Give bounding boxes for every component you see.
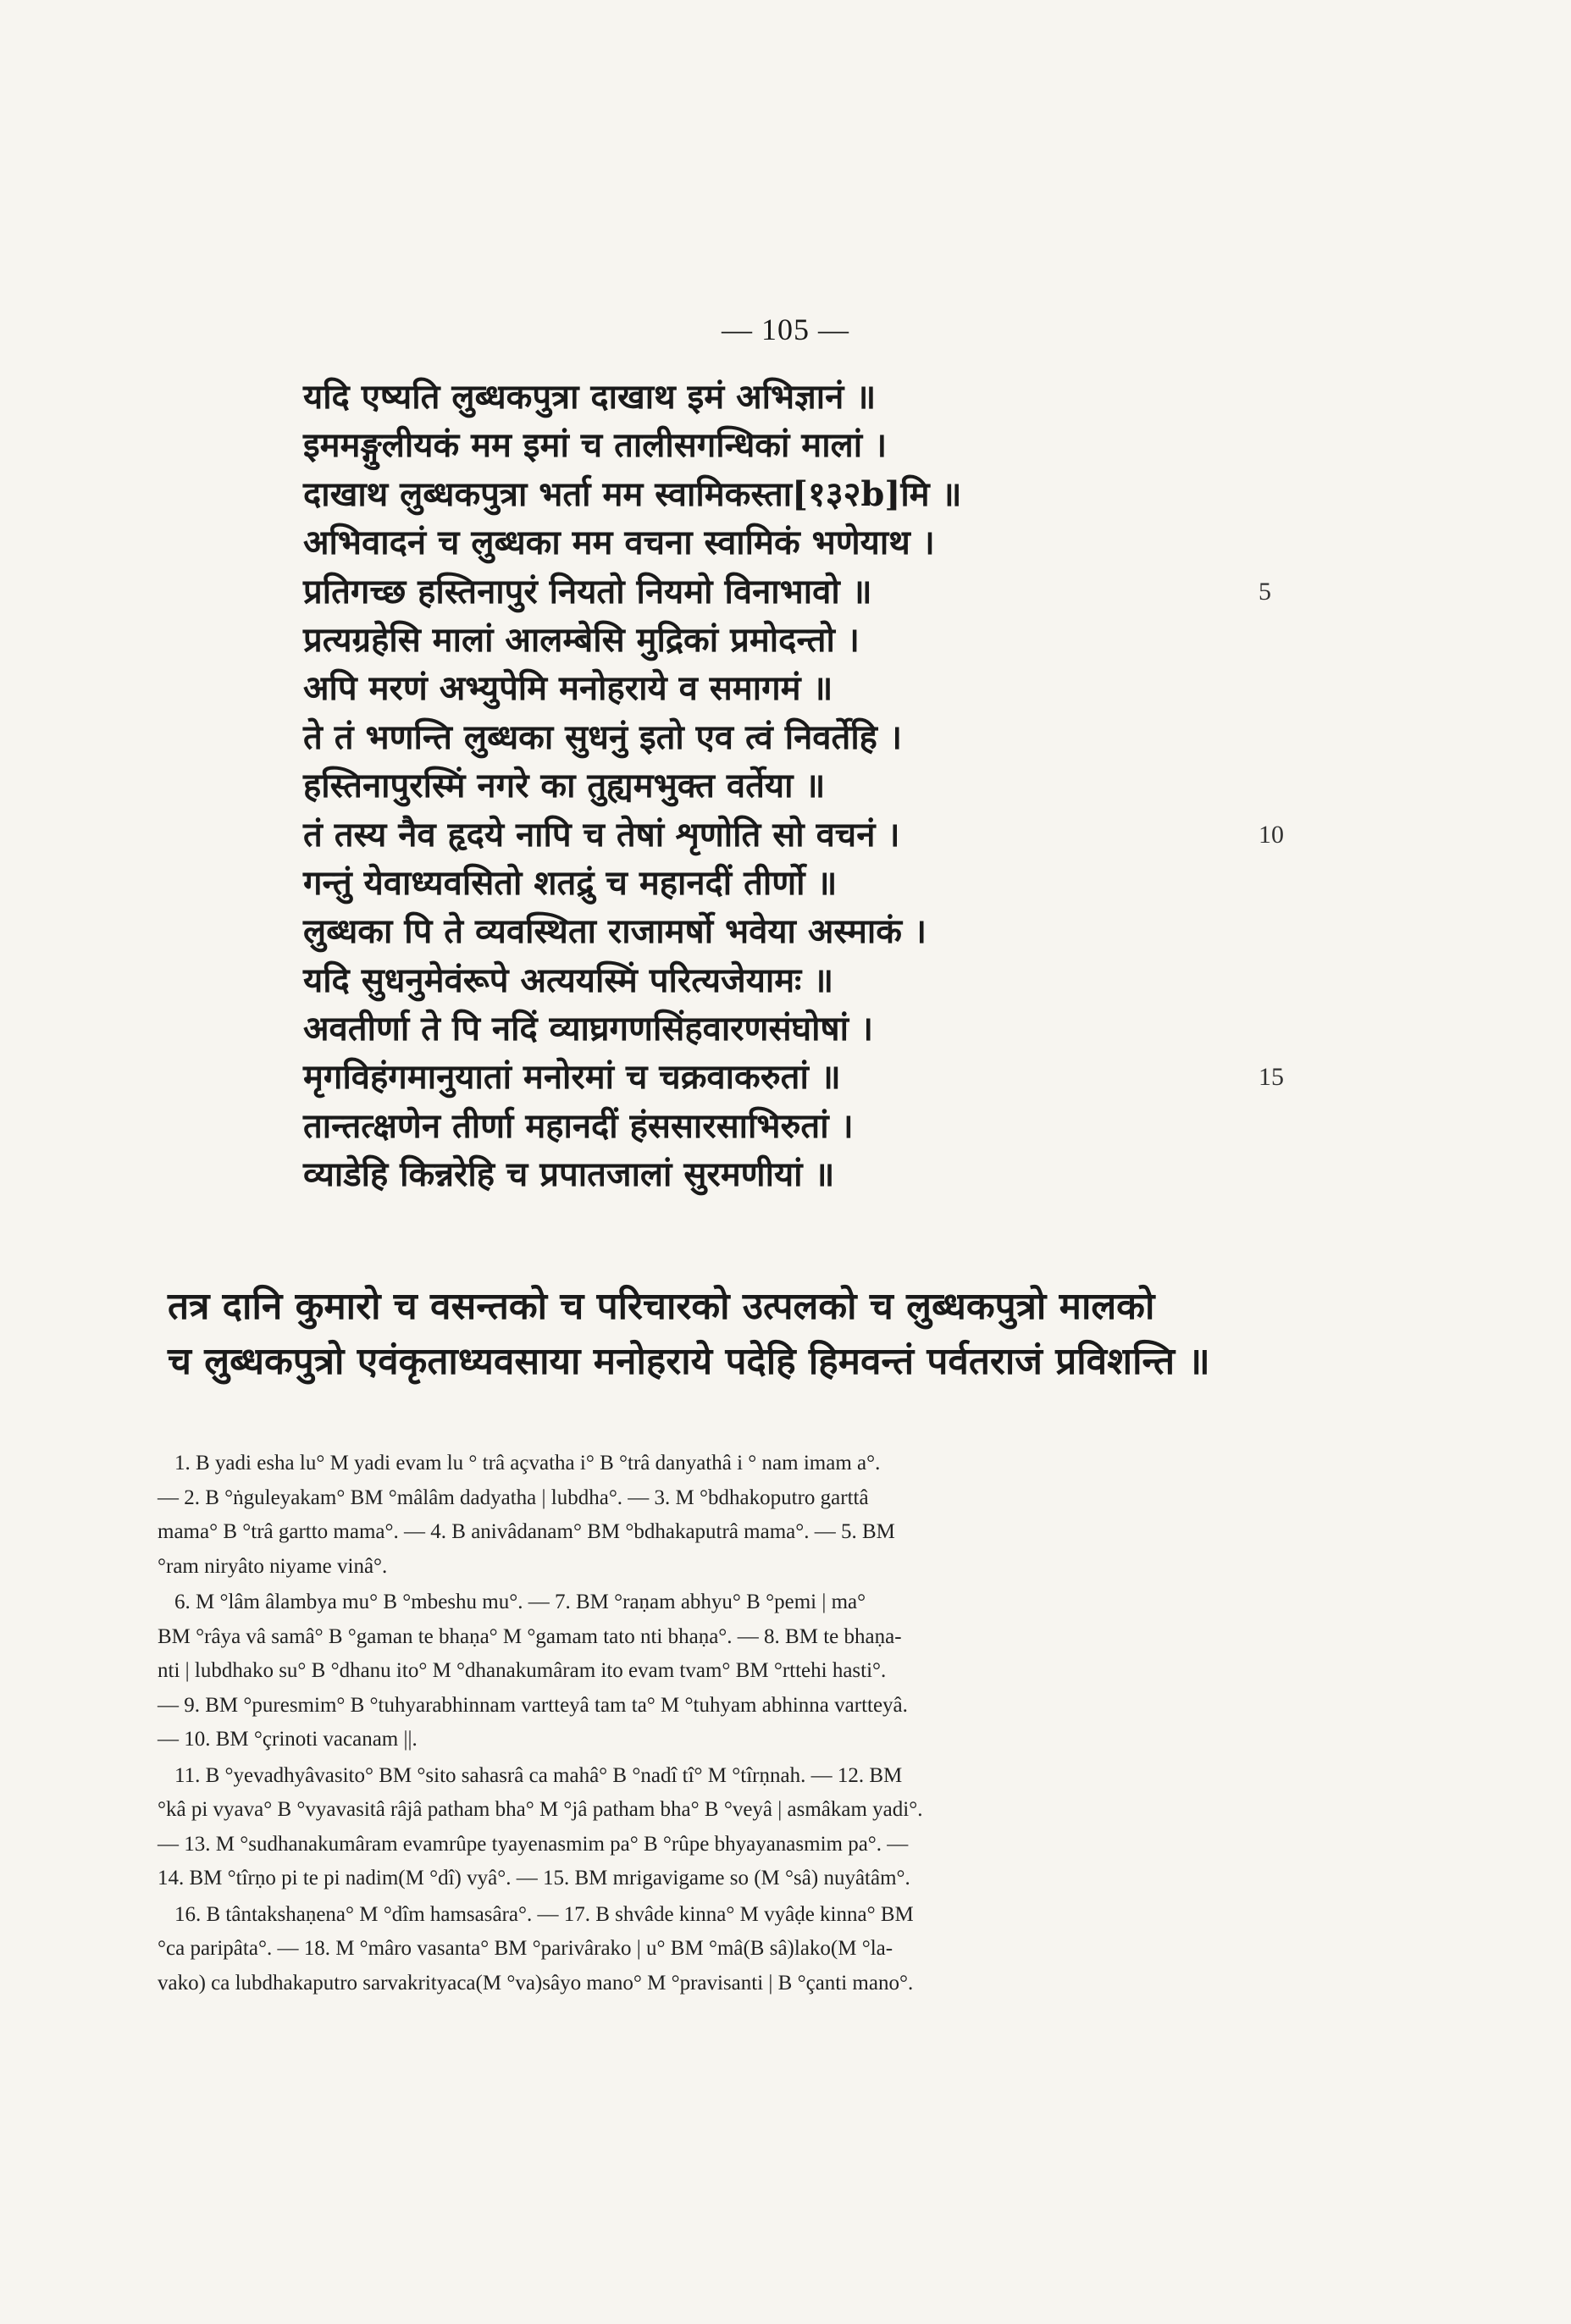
verse-text: अवतीर्णा ते पि नदिं व्याघ्रगणसिंहवारणसंघोषां ।: [303, 1009, 874, 1049]
verse-text: गन्तुं येवाध्यवसितो शतद्रुं च महानदीं तीर्णो ॥: [303, 862, 838, 903]
verse-text: यदि सुधनुमेवंरूपे अत्ययस्मिं परित्यजेयामः ॥: [303, 960, 834, 1000]
prose-paragraph: [168, 1279, 1260, 1389]
footnote-line: °kâ pi vyava° B °vyavasitâ râjâ patham bha° M °jâ patham bha° B °veyâ | asmâkam yadi°.: [158, 1798, 923, 1821]
verse-line: [303, 761, 1201, 810]
verse-line: [303, 1102, 1201, 1150]
verse-line: [303, 811, 1284, 859]
footnote-line: BM °râya vâ samâ° B °gaman te bhaṇa° M °gamam tato nti bhaṇa°. — 8. BM te bhaṇa-: [158, 1624, 902, 1648]
footnote-line: — 10. BM °çrinoti vacanam ||.: [158, 1728, 418, 1751]
verse-text: व्याडेहि किन्नरेहि च प्रपातजालां सुरमणीयां ॥: [303, 1154, 835, 1195]
line-number: 10: [1258, 820, 1284, 849]
verse-text: अपि मरणं अभ्युपेमि मनोहराये व समागमं ॥: [303, 668, 833, 709]
footnote-line: — 9. BM °puresmim° B °tuhyarabhinnam vartteyâ tam ta° M °tuhyam abhinna vartteyâ.: [158, 1693, 908, 1717]
page-number: — 105 —: [722, 313, 849, 346]
verse-text: दाखाथ लुब्धकपुत्रा भर्ता मम स्वामिकस्ता[१३२b]मि ॥: [303, 473, 962, 514]
verse-line: [303, 907, 1201, 955]
verse-text: तं तस्य नैव हृदये नापि च तेषां शृणोति सो वचनं ।: [303, 814, 900, 855]
verse-line: [303, 1053, 1284, 1101]
verse-line: [303, 664, 1201, 712]
verse-text: अभिवादनं च लुब्धका मम वचना स्वामिकं भणेयाथ ।: [303, 523, 935, 563]
verse-line: [303, 470, 1201, 518]
verse-text: इममङ्गुलीयकं मम इमां च तालीसगन्धिकां मालां ।: [303, 425, 888, 466]
verse-block: [303, 373, 1284, 1199]
footnote-line: °ram niryâto niyame vinâ°.: [158, 1554, 388, 1578]
verse-text: प्रतिगच्छ हस्तिनापुरं नियतो नियमो विनाभावो ॥: [303, 571, 872, 611]
footnote-line: 16. B tântakshaṇena° M °dîm hamsasâra°. — 17. B shvâde kinna° M vyâḍe kinna° BM: [174, 1902, 914, 1926]
footnote-line: vako) ca lubdhakaputro sarvakrityaca(M °va)sâyo mano° M °pravisanti | B °çanti mano°.: [158, 1971, 914, 1995]
verse-line: [303, 859, 1201, 907]
verse-text: हस्तिनापुरस्मिं नगरे का तुह्यमभुक्त वर्तेया ॥: [303, 766, 826, 806]
verse-text: प्रत्यग्रहेसि मालां आलम्बेसि मुद्रिकां प्रमोदन्तो ।: [303, 619, 860, 660]
footnote-paragraph: [158, 1447, 1255, 1584]
verse-line: [303, 1150, 1201, 1198]
footnote-line: — 2. B °ṅguleyakam° BM °mâlâm dadyatha | lubdha°. — 3. M °bdhakoputro garttâ: [158, 1486, 869, 1509]
verse-text: यदि एष्यति लुब्धकपुत्रा दाखाथ इमं अभिज्ञानं ॥: [303, 377, 877, 417]
verse-line: [303, 616, 1201, 664]
verse-line: [303, 956, 1201, 1004]
footnote-line: — 13. M °sudhanakumâram evamrûpe tyayenasmim pa° B °rûpe bhyayanasmim pa°. —: [158, 1832, 909, 1856]
line-number: 5: [1258, 577, 1271, 606]
footnote-line: mama° B °trâ gartto mama°. — 4. B anivâdanam° BM °bdhakaputrâ mama°. — 5. BM: [158, 1520, 895, 1543]
verse-text: तान्तत्क्षणेन तीर्णा महानदीं हंससारसाभिरुतां ।: [303, 1105, 854, 1146]
prose-line: तत्र दानि कुमारो च वसन्तको च परिचारको उत्पलको च लुब्धकपुत्रो मालको: [168, 1285, 1155, 1328]
footnote-line: 6. M °lâm âlambya mu° B °mbeshu mu°. — 7. BM °raṇam abhyu° B °pemi | ma°: [174, 1591, 866, 1613]
footnote-line: °ca paripâta°. — 18. M °mâro vasanta° BM °parivârako | u° BM °mâ(B sâ)lako(M °la-: [158, 1937, 893, 1960]
footnote-line: 14. BM °tîrṇo pi te pi nadim(M °dî) vyâ°. — 15. BM mrigavigame so (M °sâ) nuyâtâm°.: [158, 1867, 910, 1890]
line-number: 15: [1258, 1063, 1284, 1092]
prose-line: च लुब्धकपुत्रो एवंकृताध्यवसाया मनोहराये पदेहि हिमवन्तं पर्वतराजं प्रविशन्ति ॥: [168, 1340, 1210, 1383]
footnote-paragraph: [158, 1759, 1255, 1896]
verse-text: मृगविहंगमानुयातां मनोरमां च चक्रवाकरुतां ॥: [303, 1057, 841, 1098]
footnote-line: 11. B °yevadhyâvasito° BM °sito sahasrâ ca mahâ° B °nadî tî° M °tîrṇnah. — 12. BM: [174, 1763, 903, 1787]
verse-line: [303, 373, 1201, 421]
footnote-line: 1. B yadi esha lu° M yadi evam lu ° trâ açvatha i° B °trâ danyathâ i ° nam imam a°.: [174, 1452, 881, 1475]
footnote-paragraph: [158, 1898, 1255, 2001]
verse-text: लुब्धका पि ते व्यवस्थिता राजामर्षो भवेया अस्माकं ।: [303, 911, 927, 952]
verse-line: [303, 567, 1271, 616]
footnotes-section: [158, 1447, 1255, 2002]
verse-line: [303, 421, 1201, 469]
footnote-paragraph: [158, 1585, 1255, 1757]
verse-line: [303, 713, 1201, 761]
verse-line: [303, 1004, 1201, 1053]
verse-text: ते तं भणन्ति लुब्धका सुधनुं इतो एव त्वं निवर्तेहि ।: [303, 717, 903, 757]
footnote-line: nti | lubdhako su° B °dhanu ito° M °dhanakumâram ito evam tvam° BM °rttehi hasti°.: [158, 1659, 887, 1682]
verse-line: [303, 518, 1201, 567]
